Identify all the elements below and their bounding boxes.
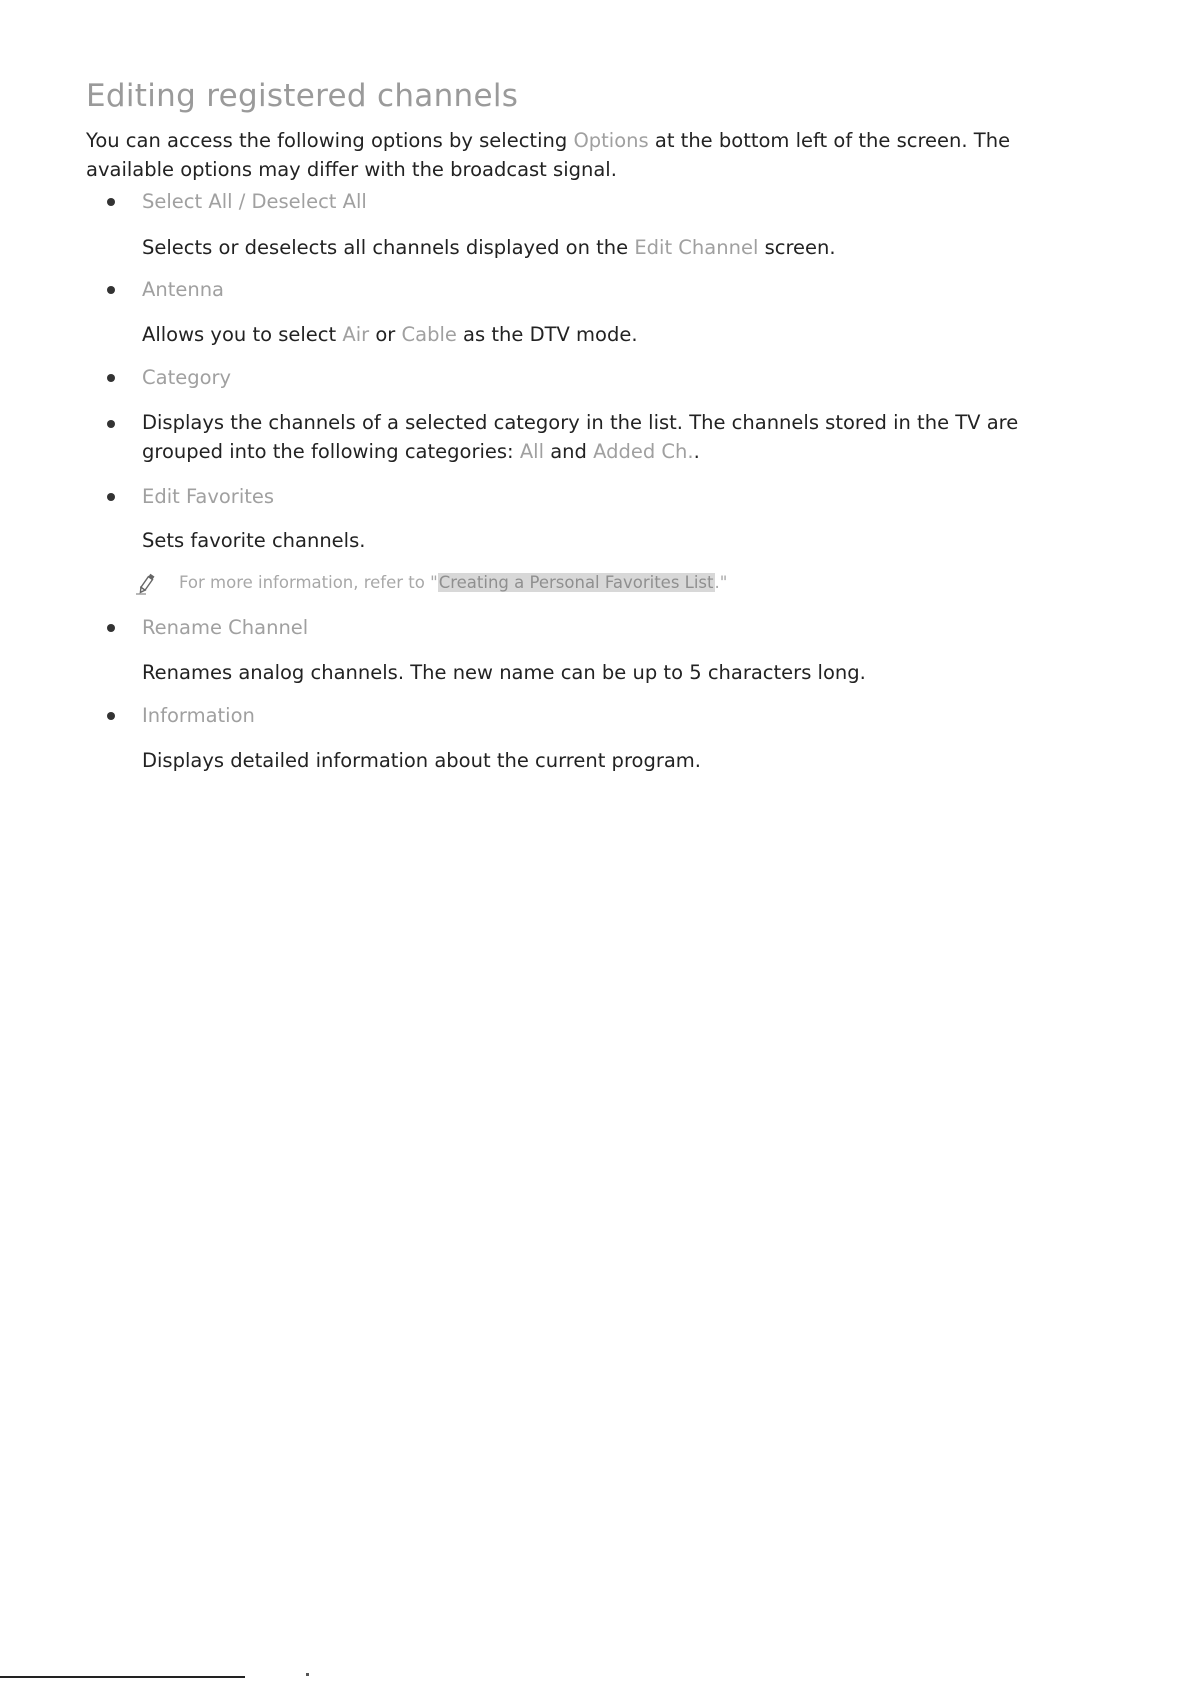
edit-channel-term: Edit Channel — [634, 236, 759, 259]
bullet-dot — [107, 624, 115, 632]
item-desc-information — [142, 746, 1062, 775]
desc-text: Selects or deselects all channels displayed on the — [142, 236, 635, 259]
desc-text: Renames analog channels. The new name can be up to 5 characters long. — [142, 661, 866, 684]
item-desc-antenna — [142, 320, 1062, 349]
options-term: Options — [573, 129, 649, 152]
item-title-select-all: Select All / Deselect All — [142, 190, 367, 213]
footer-mark — [306, 1673, 309, 1676]
desc-text: screen. — [758, 236, 836, 259]
bullet-dot — [107, 493, 115, 501]
item-title-antenna: Antenna — [142, 278, 225, 301]
bullet-dot — [107, 286, 115, 294]
intro-text: at the bottom left of the screen. The available options may differ with the broadcast signal. — [86, 129, 1011, 181]
favorites-list-link[interactable]: Creating a Personal Favorites List — [438, 573, 714, 592]
bullet-dot — [107, 198, 115, 206]
intro-paragraph — [86, 126, 1086, 184]
item-title-edit-favorites: Edit Favorites — [142, 485, 275, 508]
bullet-dot — [107, 374, 115, 382]
cable-term: Cable — [401, 323, 457, 346]
pencil-icon — [134, 570, 160, 596]
desc-text: . — [693, 440, 700, 463]
desc-text: Displays detailed information about the current program. — [142, 749, 701, 772]
all-term: All — [519, 440, 544, 463]
page-title: Editing registered channels — [86, 78, 519, 114]
bullet-dot — [107, 712, 115, 720]
desc-text: as the DTV mode. — [456, 323, 638, 346]
item-desc-category — [142, 408, 1062, 466]
desc-text: and — [544, 440, 594, 463]
air-term: Air — [342, 323, 370, 346]
item-title-information: Information — [142, 704, 255, 727]
item-desc-select-all — [142, 233, 1062, 262]
item-desc-rename-channel — [142, 658, 1062, 687]
item-desc-edit-favorites — [142, 526, 1062, 555]
footer-rule — [0, 1676, 245, 1678]
desc-text: Displays the channels of a selected category in the list. The channels stored in the TV are grouped into the following categories: — [142, 411, 1019, 463]
intro-text: You can access the following options by selecting — [86, 129, 574, 152]
desc-text: or — [369, 323, 402, 346]
note-suffix: ." — [714, 573, 728, 592]
note-prefix: For more information, refer to " — [179, 573, 438, 592]
note-text — [179, 570, 727, 596]
added-ch-term: Added Ch. — [593, 440, 694, 463]
desc-text: Allows you to select — [142, 323, 343, 346]
bullet-dot — [107, 420, 115, 428]
item-title-rename-channel: Rename Channel — [142, 616, 309, 639]
desc-text: Sets favorite channels. — [142, 529, 366, 552]
item-title-category: Category — [142, 366, 232, 389]
